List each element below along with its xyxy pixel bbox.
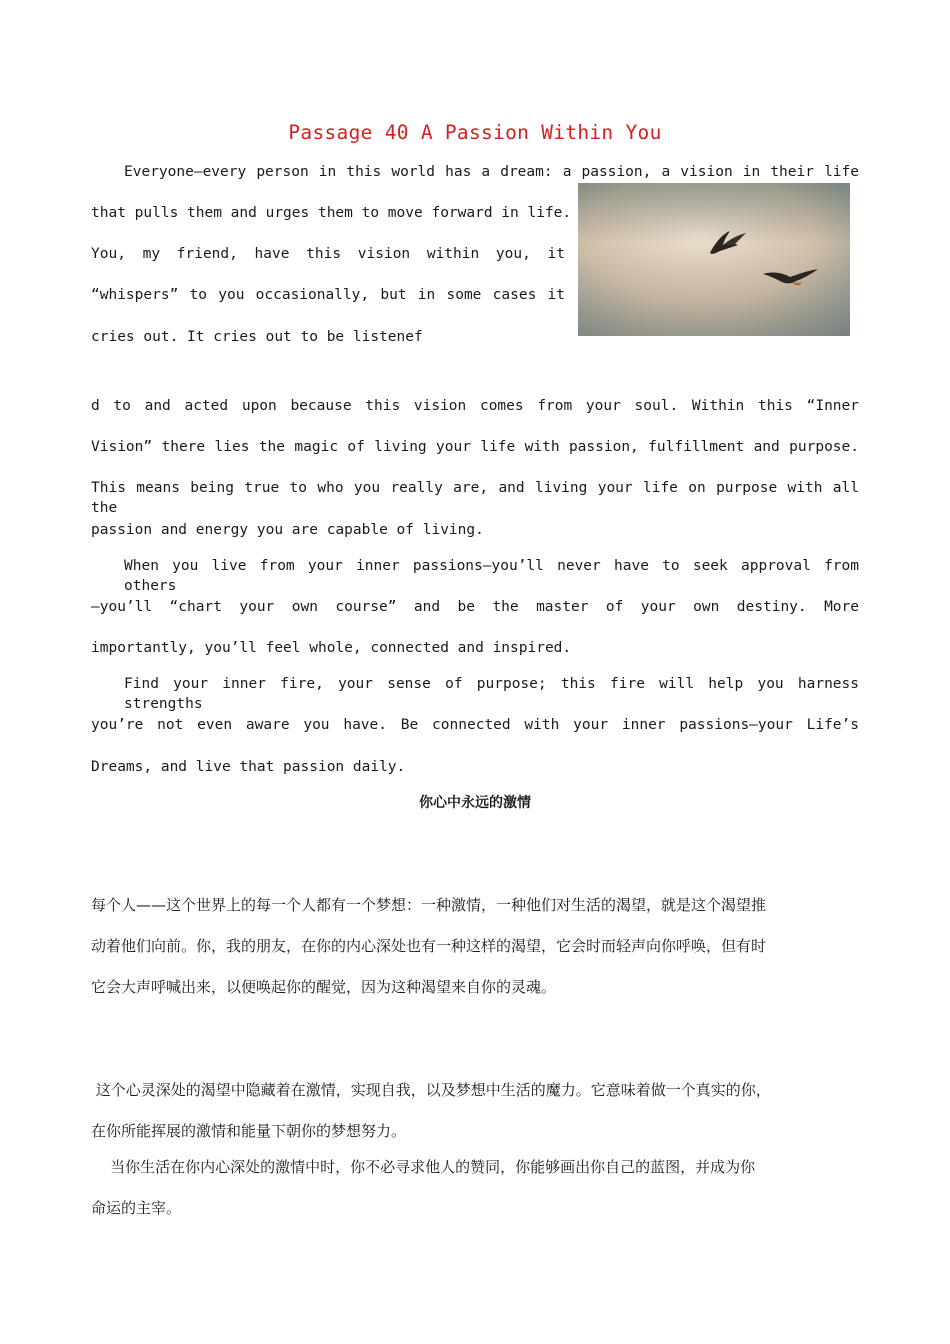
passage-line: Vision” there lies the magic of living your life with passion, fulfillment and purpose. (91, 439, 859, 455)
passage-line: importantly, you’ll feel whole, connected and inspired. (91, 640, 572, 656)
translation-line: 每个人——这个世界上的每一个人都有一个梦想：一种激情，一种他们对生活的渴望，就是这个渴望推 (91, 896, 767, 914)
translation-line: 动着他们向前。你，我的朋友，在你的内心深处也有一种这样的渴望，它会时而轻声向你呼唤，但有时 (91, 937, 767, 955)
translation-line: 命运的主宰。 (91, 1199, 182, 1217)
passage-line: d to and acted upon because this vision comes from your soul. Within this “Inner (91, 398, 859, 414)
passage-line: You, my friend, have this vision within you, it (91, 246, 565, 262)
translation-title: 你心中永远的激情 (419, 795, 531, 811)
translation-line: 在你所能挥展的激情和能量下朝你的梦想努力。 (91, 1122, 407, 1140)
translation-line: 当你生活在你内心深处的激情中时，你不必寻求他人的赞同，你能够画出你自己的蓝图，并成为你 (91, 1158, 756, 1176)
passage-line: passion and energy you are capable of living. (91, 522, 484, 538)
translation-line: 它会大声呼喊出来，以便唤起你的醒觉，因为这种渴望来自你的灵魂。 (91, 978, 557, 996)
translation-line: 这个心灵深处的渴望中隐藏着在激情，实现自我，以及梦想中生活的魔力。它意味着做一个真实的你， (91, 1081, 771, 1099)
passage-line: “whispers” to you occasionally, but in some cases it (91, 287, 565, 303)
passage-line: that pulls them and urges them to move forward in life. (91, 205, 572, 221)
passage-line: This means being true to who you really are, and living your life on purpose with all the (91, 480, 859, 516)
passage-line: When you live from your inner passions—you’ll never have to seek approval from others (124, 558, 859, 594)
seagulls-photo (578, 183, 850, 336)
passage-title: Passage 40 A Passion Within You (288, 121, 662, 144)
passage-line: you’re not even aware you have. Be connected with your inner passions—your Life’s (91, 717, 859, 733)
passage-line: cries out. It cries out to be listenef (91, 329, 423, 345)
passage-line: —you’ll “chart your own course” and be the master of your own destiny. More (91, 599, 859, 615)
passage-line: Everyone—every person in this world has a dream: a passion, a vision in their life (124, 164, 859, 180)
passage-line: Find your inner fire, your sense of purpose; this fire will help you harness strengths (124, 676, 859, 712)
passage-line: Dreams, and live that passion daily. (91, 759, 406, 775)
